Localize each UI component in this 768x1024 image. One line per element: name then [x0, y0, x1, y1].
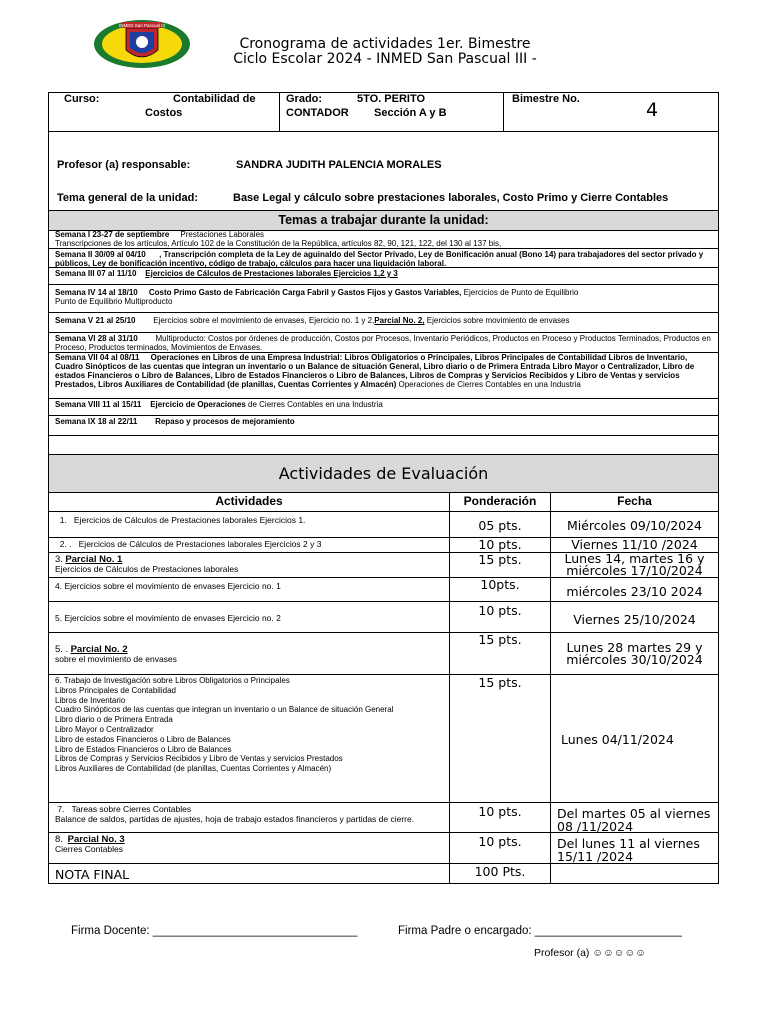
svg-text:INMED San Pascual III: INMED San Pascual III — [118, 23, 166, 28]
eval-row-4-fecha: miércoles 23/10 2024 — [551, 578, 718, 602]
firma-docente: Firma Docente: ________________________________ — [71, 925, 358, 937]
temas-row: Semana VII 04 al 08/11 Operaciones en Libros de una Empresa Industrial: Libros Obligatorios o Principales, Libros Principales de Contabilidad Libros de Inventario, Cuadro Sinópticos de las cuentas que integran un inventario o un Balance de situación General, Libro diario o de Primera Entrada Libro Mayor o Centralizador, Libro de estados Financieros o Libro de Balances, Libro de Estados Financieros o Libro de Balances, Libros de Compras y Servicios Recibidos y Libro de Ventas y servicios Prestados, Libros Auxiliares de Contabilidad (de planillas, Cuentas Corrientes y Almacén) Operaciones de Cierres Contables en una Industria — [48, 353, 719, 399]
eval-row-4-activity: 4. Ejercicios sobre el movimiento de envases Ejercicio no. 1 — [49, 578, 450, 602]
eval-row-6-activity: 5. . Parcial No. 2 sobre el movimiento de envases — [49, 633, 450, 675]
col-actividades: Actividades — [49, 492, 450, 512]
tema-value: Base Legal y cálculo sobre prestaciones laborales, Costo Primo y Cierre Contables — [233, 192, 669, 204]
eval-row-5-pond: 10 pts. — [450, 602, 551, 633]
temas-heading: Temas a trabajar durante la unidad: — [49, 210, 718, 231]
temas-row: Semana V 21 al 25/10 Ejercicios sobre el movimiento de envases, Ejercicio no. 1 y 2,Parcial No. 2, Ejercicios sobre movimiento de envases — [48, 313, 719, 333]
temas-row-empty — [48, 436, 719, 455]
temas-row: Semana I 23-27 de septiembre Prestaciones Laborales Transcripciones de los artículos, Artículo 102 de la Constitución de la República, artículos 82, 90, 121, 122, del 130 al 137 bis, — [48, 229, 719, 249]
eval-row-1-fecha: Miércoles 09/10/2024 — [551, 512, 718, 538]
eval-row-7-fecha: Lunes 04/11/2024 — [551, 675, 718, 803]
profesor-signature: Profesor (a) ☺☺☺☺☺ — [534, 947, 646, 959]
total-points: 100 Pts. — [450, 864, 551, 884]
grado-line2: CONTADOR — [286, 107, 349, 119]
eval-row-4-pond: 10pts. — [450, 578, 551, 602]
eval-row-1-activity: 1. Ejercicios de Cálculos de Prestaciones laborales Ejercicios 1. — [49, 512, 450, 538]
eval-row-1-pond: 05 pts. — [450, 512, 551, 538]
curso-label: Curso: — [64, 93, 100, 105]
eval-row-9-fecha: Del lunes 11 al viernes 15/11 /2024 — [551, 833, 718, 864]
eval-row-6-fecha: Lunes 28 martes 29 y miércoles 30/10/2024 — [551, 633, 718, 675]
temas-row: Semana III 07 al 11/10 Ejercicios de Cálculos de Prestaciones laborales Ejercicios 1,2 y 3 — [48, 268, 719, 285]
eval-row-9-pond: 10 pts. — [450, 833, 551, 864]
eval-row-7-pond: 15 pts. — [450, 675, 551, 803]
seccion: Sección A y B — [374, 107, 447, 119]
profesor-label: Profesor (a) responsable: — [57, 159, 191, 171]
eval-row-5-fecha: Viernes 25/10/2024 — [551, 602, 718, 633]
eval-row-7-activity: 6. Trabajo de Investigación sobre Libros Obligatorios o Principales Libros Principales de Contabilidad Libros de Inventario Cuadro Sinópticos de las cuentas que integran un inventario o un Balance de situación General Libro diario o de Primera Entrada Libro Mayor o Centralizador Libro de estados Financieros o Libro de Balances Libro de Estados Financieros o Libro de Balances Libros de Compras y Servicios Recibidos y Libro de Ventas y servicios Prestados Libros Auxiliares de Contabilidad (de planillas, Cuentas Corrientes y Almacén) — [49, 675, 450, 803]
evaluacion-heading: Actividades de Evaluación — [49, 455, 718, 493]
firma-padre: Firma Padre o encargado: _______________________ — [398, 925, 682, 937]
eval-row-5-activity: 5. Ejercicios sobre el movimiento de envases Ejercicio no. 2 — [49, 602, 450, 633]
temas-row: Semana IV 14 al 18/10 Costo Primo Gasto de Fabricación Carga Fabril y Gastos Fijos y Gastos Variables, Ejercicios de Punto de Equilibrio Punto de Equilibrio Multiproducto — [48, 285, 719, 313]
eval-row-8-activity: 7. Tareas sobre Cierres Contables Balance de saldos, partidas de ajustes, hoja de trabajo estados financieros y partidas de cierre. — [49, 803, 450, 833]
eval-row-8-pond: 10 pts. — [450, 803, 551, 833]
tema-label: Tema general de la unidad: — [57, 192, 198, 204]
eval-row-3-activity: 3. Parcial No. 1 Ejercicios de Cálculos de Prestaciones laborales — [49, 553, 450, 578]
col-ponderacion: Ponderación — [450, 492, 551, 512]
bimestre-label: Bimestre No. — [512, 93, 580, 105]
grado-label: Grado: — [286, 93, 323, 105]
bimestre-value: 4 — [646, 99, 659, 121]
eval-row-3-fecha: Lunes 14, martes 16 y miércoles 17/10/2024 — [551, 553, 718, 578]
grado-value: 5TO. PERITO — [357, 93, 426, 105]
document-title: Cronograma de actividades 1er. Bimestre — [239, 36, 531, 52]
eval-row-2-fecha: Viernes 11/10 /2024 — [551, 538, 718, 553]
col-fecha: Fecha — [551, 492, 718, 512]
curso-value-2: Costos — [145, 107, 183, 119]
eval-row-2-pond: 10 pts. — [450, 538, 551, 553]
profesor-value: SANDRA JUDITH PALENCIA MORALES — [236, 159, 442, 171]
temas-row: Semana IX 18 al 22/11 Repaso y procesos de mejoramiento — [48, 416, 719, 436]
eval-row-6-pond: 15 pts. — [450, 633, 551, 675]
temas-row: Semana VI 28 al 31/10 Multiproducto: Costos por órdenes de producción, Costos por Procesos, Inventario Periódicos, Productos en Proceso y Productos Terminados, Productos en Proceso, Productos terminados, Movimientos de Envases. — [48, 333, 719, 353]
eval-row-9-activity: 8. Parcial No. 3 Cierres Contables — [49, 833, 450, 864]
eval-row-8-fecha: Del martes 05 al viernes 08 /11/2024 — [551, 803, 718, 833]
eval-row-2-activity: 2. . Ejercicios de Cálculos de Prestaciones laborales Ejercicios 2 y 3 — [49, 538, 450, 553]
curso-value: Contabilidad de — [173, 93, 256, 105]
temas-row: Semana II 30/09 al 04/10 , Transcripción completa de la Ley de aguinaldo del Sector Privado, Ley de Bonificación anual (Bono 14) para trabajadores del sector privado y públicos, Ley de bonificación incentivo, código de trabajo, cálculos para hacer una liquidación laboral. — [48, 249, 719, 268]
school-logo — [92, 18, 192, 70]
document-subtitle: Ciclo Escolar 2024 - INMED San Pascual III - — [233, 51, 537, 67]
eval-row-3-pond: 15 pts. — [450, 553, 551, 578]
temas-row: Semana VIII 11 al 15/11 Ejercicio de Operaciones de Cierres Contables en una Industria — [48, 399, 719, 416]
nota-final: NOTA FINAL — [49, 864, 450, 884]
total-fecha-empty — [551, 864, 718, 884]
